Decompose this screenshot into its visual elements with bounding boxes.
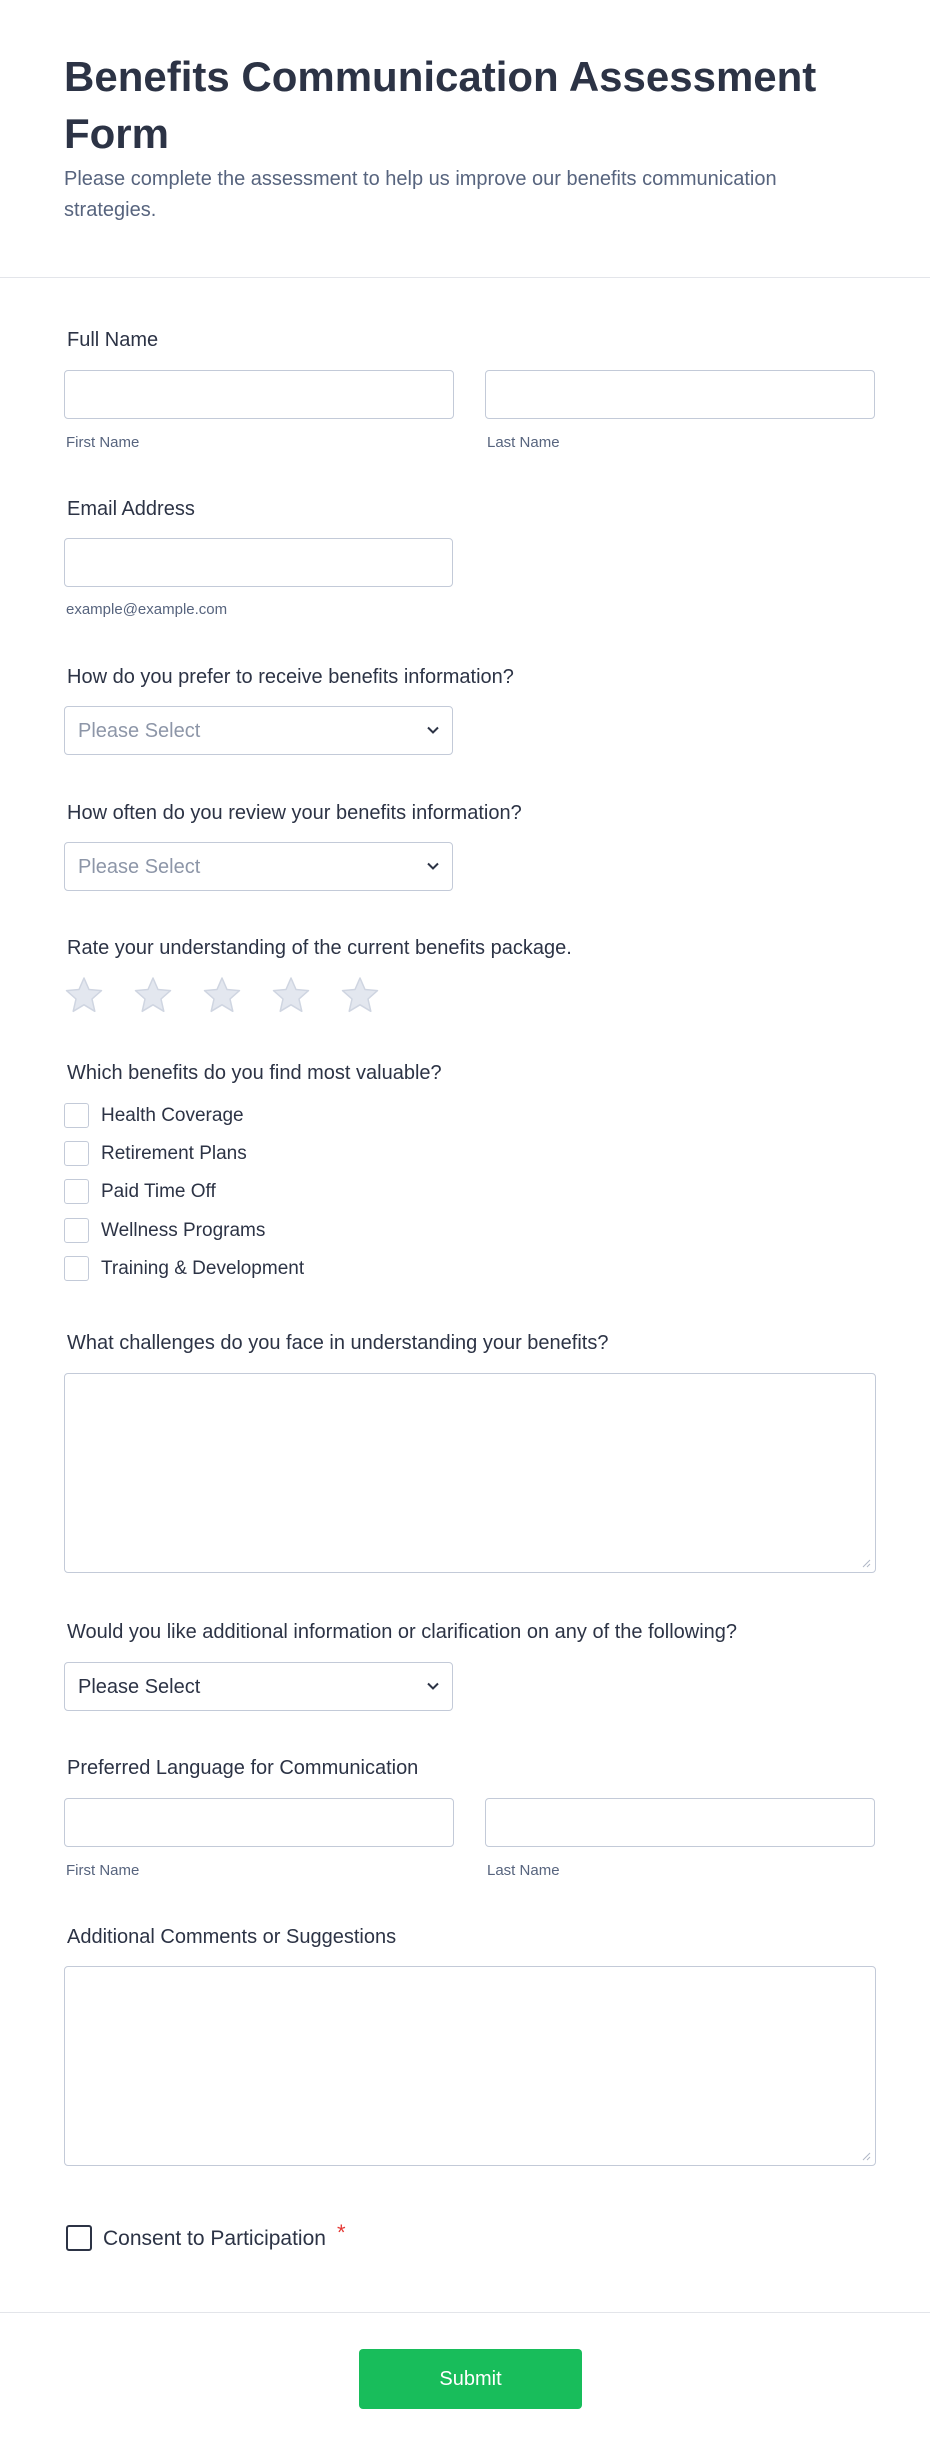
first-name-input[interactable] (64, 370, 454, 419)
review-freq-select[interactable] (64, 842, 453, 891)
rating-label: Rate your understanding of the current benefits package. (67, 937, 572, 959)
checkbox-label: Training & Development (101, 1258, 305, 1279)
review-freq-value: Please Select (78, 856, 201, 878)
clarification-label: Would you like additional information or clarification on any of the following? (67, 1621, 738, 1643)
email-input[interactable] (64, 538, 453, 587)
challenges-label: What challenges do you face in understanding your benefits? (67, 1332, 609, 1354)
clarification-select[interactable] (64, 1662, 453, 1711)
email-label: Email Address (67, 498, 195, 520)
chevron-down-icon (426, 1679, 440, 1693)
chevron-down-icon (426, 859, 440, 873)
language-last-input[interactable] (485, 1798, 875, 1847)
checkbox[interactable] (64, 1141, 89, 1166)
full-name-label: Full Name (67, 329, 159, 351)
checkbox[interactable] (64, 1179, 89, 1204)
star-icon[interactable] (64, 975, 104, 1015)
star-icon[interactable] (340, 975, 380, 1015)
language-first-input[interactable] (64, 1798, 454, 1847)
star-icon[interactable] (202, 975, 242, 1015)
checkbox-wellness-programs[interactable] (64, 1218, 464, 1244)
first-name-sublabel: First Name (66, 434, 140, 451)
chevron-down-icon (426, 723, 440, 737)
checkbox-paid-time-off[interactable] (64, 1179, 464, 1205)
receive-pref-select[interactable] (64, 706, 453, 755)
checkbox-label: Wellness Programs (101, 1220, 266, 1241)
receive-pref-label: How do you prefer to receive benefits information? (67, 666, 514, 688)
checkbox-label: Paid Time Off (101, 1181, 216, 1202)
language-first-sublabel: First Name (66, 1862, 140, 1879)
clarification-value: Please Select (78, 1676, 201, 1698)
checkbox[interactable] (64, 1218, 89, 1243)
submit-button[interactable]: Submit (359, 2349, 582, 2409)
email-sublabel: example@example.com (66, 601, 228, 618)
page-subtitle: Please complete the assessment to help us improve our benefits communication strategies. (64, 168, 777, 221)
comments-textarea[interactable] (64, 1966, 876, 2166)
star-icon[interactable] (271, 975, 311, 1015)
receive-pref-value: Please Select (78, 720, 201, 742)
checkbox[interactable] (64, 1103, 89, 1128)
page-title: Benefits Communication Assessment Form (64, 53, 817, 157)
last-name-sublabel: Last Name (487, 434, 560, 451)
required-mark: * (337, 2220, 346, 2245)
review-freq-label: How often do you review your benefits information? (67, 802, 522, 824)
checkbox-training-development[interactable] (64, 1256, 464, 1282)
resize-grip-icon[interactable] (861, 1558, 871, 1568)
form-header (0, 0, 930, 278)
challenges-textarea[interactable] (64, 1373, 876, 1573)
checkbox-label: Health Coverage (101, 1105, 244, 1126)
valuable-benefits-label: Which benefits do you find most valuable? (67, 1062, 442, 1084)
star-icon[interactable] (133, 975, 173, 1015)
star-rating (64, 975, 424, 1019)
consent-label: Consent to Participation (103, 2227, 326, 2250)
language-last-sublabel: Last Name (487, 1862, 560, 1879)
checkbox-label: Retirement Plans (101, 1143, 247, 1164)
last-name-input[interactable] (485, 370, 875, 419)
resize-grip-icon[interactable] (861, 2151, 871, 2161)
checkbox-retirement-plans[interactable] (64, 1141, 464, 1167)
consent-checkbox[interactable] (66, 2225, 92, 2251)
checkbox[interactable] (64, 1256, 89, 1281)
language-label: Preferred Language for Communication (67, 1757, 419, 1779)
checkbox-health-coverage[interactable] (64, 1103, 464, 1129)
comments-label: Additional Comments or Suggestions (67, 1926, 397, 1948)
